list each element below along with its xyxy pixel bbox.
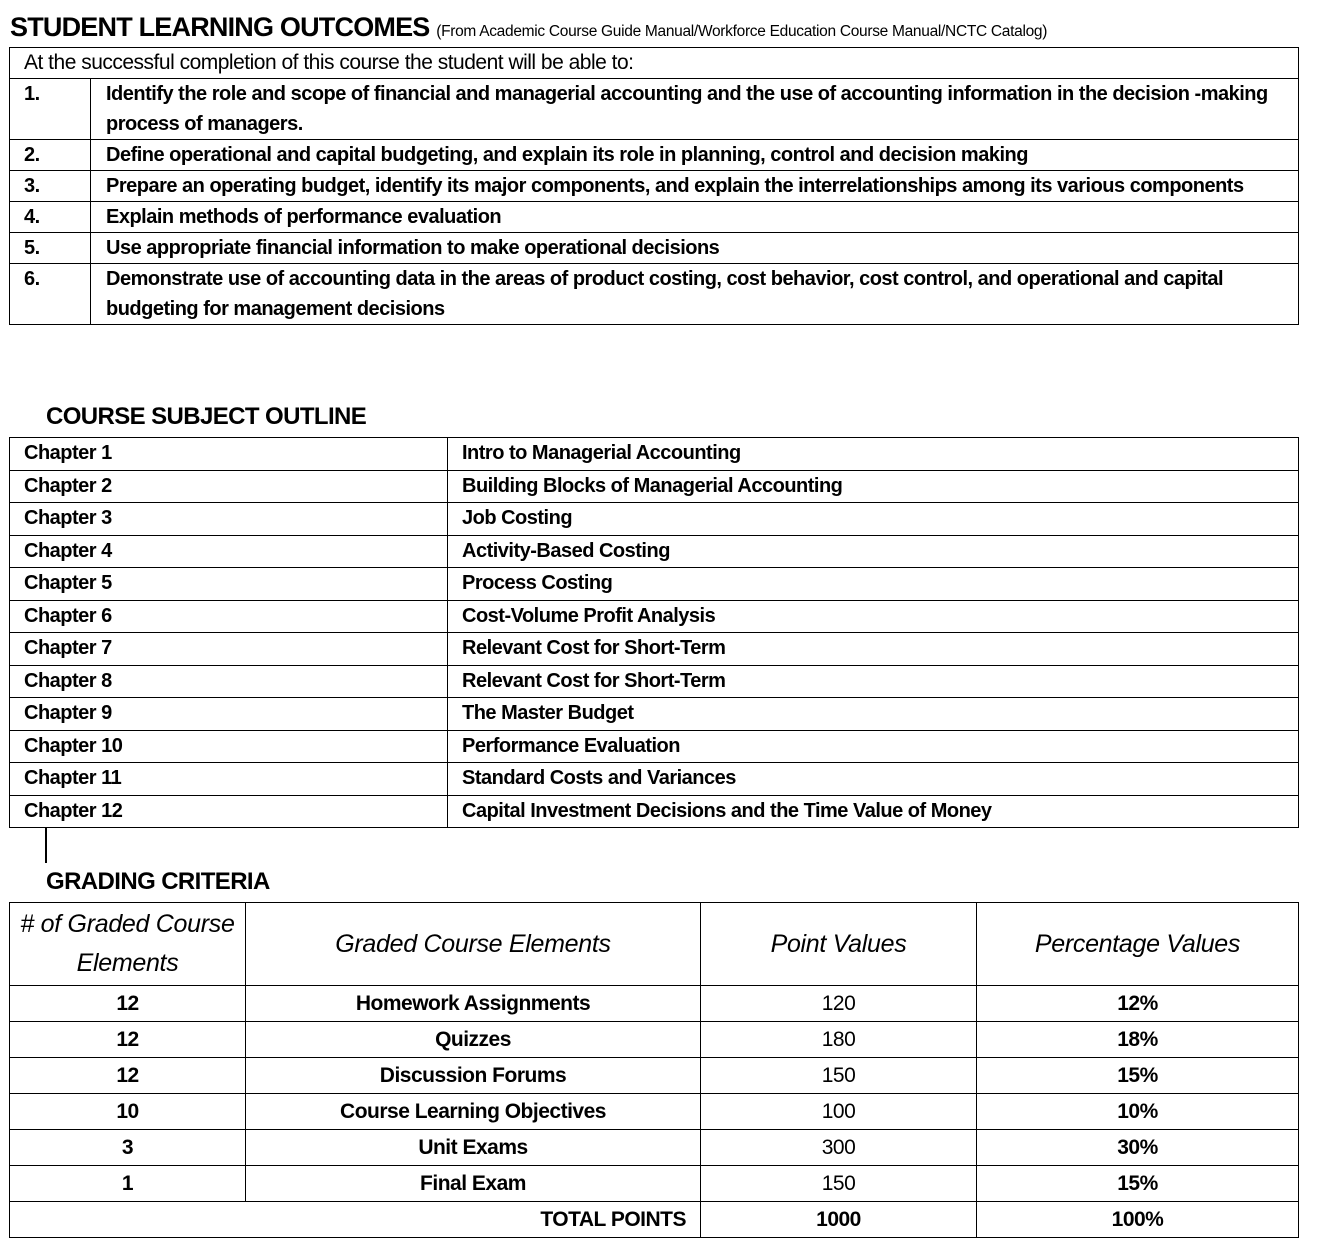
element-points: 300 [701,1130,977,1166]
chapter-topic: Capital Investment Decisions and the Time Value of Money [448,795,1299,828]
slo-subtitle: (From Academic Course Guide Manual/Workforce Education Course Manual/NCTC Catalog) [436,23,1048,40]
element-percent: 18% [977,1022,1299,1058]
chapter-topic: Job Costing [448,503,1299,536]
grading-title: GRADING CRITERIA [46,868,270,895]
outcome-row [10,171,1299,202]
element-percent: 30% [977,1130,1299,1166]
chapter-topic: The Master Budget [448,698,1299,731]
outcome-text: Identify the role and scope of financial and managerial accounting and the use of accounting information in the decision -making process of managers. [91,79,1299,140]
element-percent: 15% [977,1058,1299,1094]
chapter-label: Chapter 12 [10,795,448,828]
chapter-label: Chapter 5 [10,568,448,601]
outcome-number: 1. [10,79,91,140]
chapter-label: Chapter 6 [10,600,448,633]
header-count: # of Graded Course Elements [10,903,246,986]
grading-criteria-table [9,902,1299,1238]
element-percent: 10% [977,1094,1299,1130]
slo-title: STUDENT LEARNING OUTCOMES [10,12,430,42]
outline-row [10,763,1299,796]
chapter-label: Chapter 3 [10,503,448,536]
outline-row [10,535,1299,568]
header-row [10,903,1299,986]
element-name: Discussion Forums [246,1058,701,1094]
outcome-row [10,202,1299,233]
chapter-topic: Activity-Based Costing [448,535,1299,568]
element-count: 12 [10,986,246,1022]
outline-row [10,665,1299,698]
outline-row [10,438,1299,471]
outline-row [10,470,1299,503]
element-points: 150 [701,1166,977,1202]
header-points: Point Values [701,903,977,986]
grading-row [10,1058,1299,1094]
element-count: 12 [10,1022,246,1058]
outcome-number: 2. [10,140,91,171]
grading-row [10,986,1299,1022]
element-count: 3 [10,1130,246,1166]
total-label: TOTAL POINTS [10,1202,701,1238]
outcome-number: 5. [10,233,91,264]
outline-row [10,795,1299,828]
element-points: 180 [701,1022,977,1058]
element-name: Unit Exams [246,1130,701,1166]
element-name: Homework Assignments [246,986,701,1022]
outline-row [10,730,1299,763]
grading-row [10,1130,1299,1166]
outcome-row [10,140,1299,171]
outline-row [10,568,1299,601]
outcome-row [10,79,1299,140]
element-percent: 12% [977,986,1299,1022]
grading-row [10,1166,1299,1202]
outcome-text: Demonstrate use of accounting data in the areas of product costing, cost behavior, cost control, and operational and capital budgeting for management decisions [91,264,1299,325]
stray-line [45,828,47,863]
element-name: Quizzes [246,1022,701,1058]
chapter-label: Chapter 2 [10,470,448,503]
element-points: 120 [701,986,977,1022]
element-name: Course Learning Objectives [246,1094,701,1130]
chapter-topic: Process Costing [448,568,1299,601]
header-percent: Percentage Values [977,903,1299,986]
chapter-label: Chapter 7 [10,633,448,666]
header-element: Graded Course Elements [246,903,701,986]
outcome-row [10,264,1299,325]
total-points: 1000 [701,1202,977,1238]
chapter-topic: Performance Evaluation [448,730,1299,763]
outline-row [10,503,1299,536]
chapter-topic: Standard Costs and Variances [448,763,1299,796]
outcome-text: Prepare an operating budget, identify its major components, and explain the interrelationships among its various components [91,171,1299,202]
total-percent: 100% [977,1202,1299,1238]
outcome-row [10,233,1299,264]
grading-row [10,1094,1299,1130]
chapter-label: Chapter 9 [10,698,448,731]
intro-row [10,48,1299,79]
chapter-label: Chapter 8 [10,665,448,698]
outcome-number: 6. [10,264,91,325]
element-percent: 15% [977,1166,1299,1202]
course-outline-table [9,437,1299,828]
slo-intro: At the successful completion of this course the student will be able to: [10,48,1299,79]
outline-row [10,698,1299,731]
element-name: Final Exam [246,1166,701,1202]
element-points: 150 [701,1058,977,1094]
outcome-number: 3. [10,171,91,202]
chapter-label: Chapter 1 [10,438,448,471]
total-row [10,1202,1299,1238]
element-points: 100 [701,1094,977,1130]
chapter-label: Chapter 11 [10,763,448,796]
grading-row [10,1022,1299,1058]
chapter-label: Chapter 4 [10,535,448,568]
chapter-topic: Intro to Managerial Accounting [448,438,1299,471]
chapter-label: Chapter 10 [10,730,448,763]
outcome-text: Define operational and capital budgeting, and explain its role in planning, control and decision making [91,140,1299,171]
learning-outcomes-table [9,47,1299,325]
element-count: 1 [10,1166,246,1202]
chapter-topic: Cost-Volume Profit Analysis [448,600,1299,633]
outline-row [10,633,1299,666]
slo-heading [10,12,1047,43]
element-count: 10 [10,1094,246,1130]
outcome-text: Use appropriate financial information to make operational decisions [91,233,1299,264]
chapter-topic: Relevant Cost for Short-Term [448,633,1299,666]
outline-title: COURSE SUBJECT OUTLINE [46,403,367,430]
element-count: 12 [10,1058,246,1094]
outcome-number: 4. [10,202,91,233]
outcome-text: Explain methods of performance evaluation [91,202,1299,233]
chapter-topic: Relevant Cost for Short-Term [448,665,1299,698]
chapter-topic: Building Blocks of Managerial Accounting [448,470,1299,503]
outline-row [10,600,1299,633]
